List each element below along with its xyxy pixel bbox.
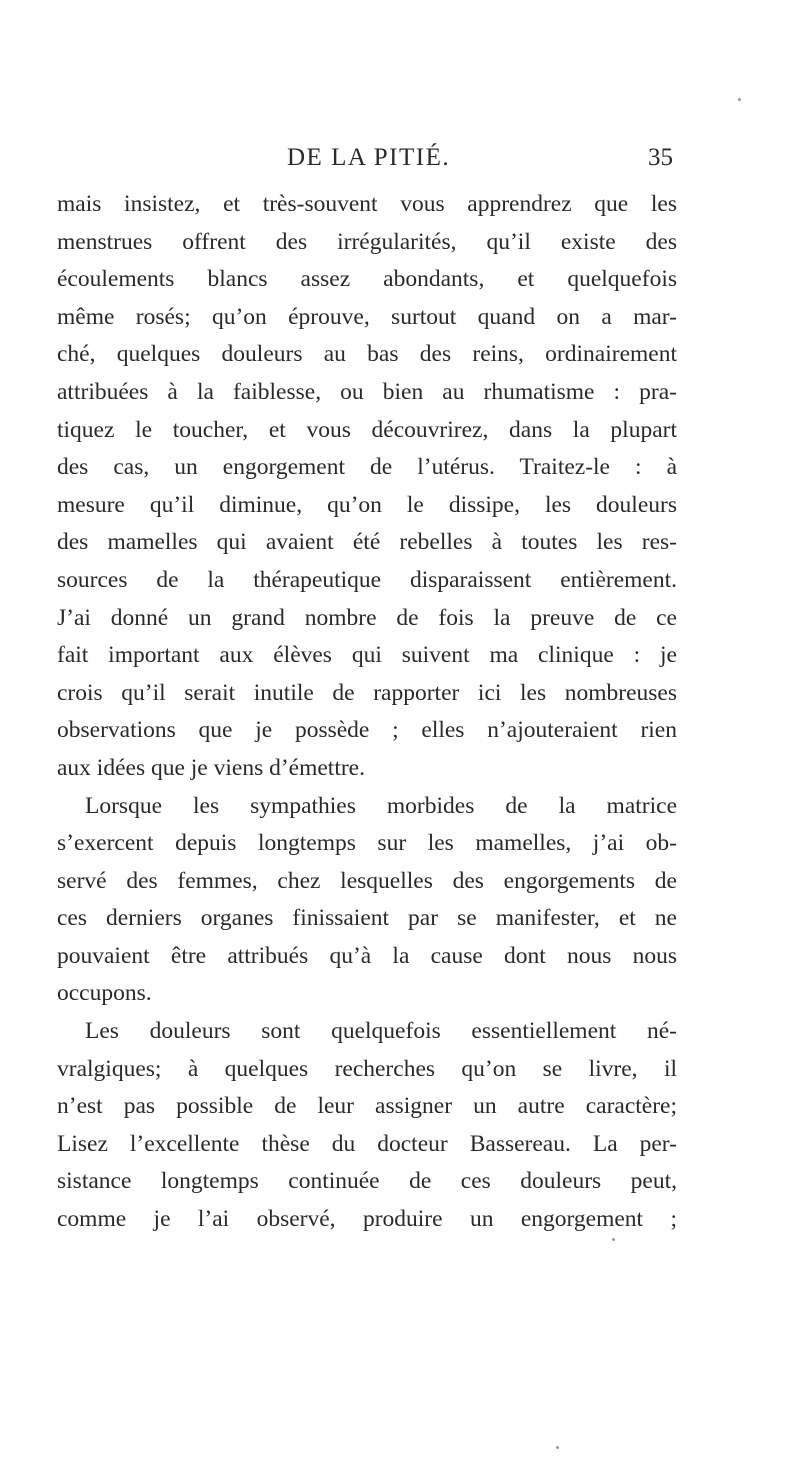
text-line: observations que je possède ; elles n’ajouteraient rien [57,717,677,744]
text-line: des cas, un engorgement de l’utérus. Traitez-le : à [57,454,677,481]
paper-speck [738,98,741,101]
text-line: attribuées à la faiblesse, ou bien au rhumatisme : pra- [57,378,677,405]
paper-speck [612,1238,615,1241]
text-line: des mamelles qui avaient été rebelles à toutes les res- [57,529,677,556]
text-line: n’est pas possible de leur assigner un autre caractère; [57,1093,677,1120]
text-line: tiquez le toucher, et vous découvrirez, dans la plupart [57,416,677,443]
text-line: écoulements blancs assez abondants, et quelquefois [57,266,677,293]
text-line: aux idées que je viens d’émettre. [57,754,365,781]
paper-speck [556,1446,559,1449]
text-line: Lorsque les sympathies morbides de la matrice [85,792,677,819]
running-title: DE LA PITIÉ. [287,144,451,171]
text-line: mesure qu’il diminue, qu’on le dissipe, les douleurs [57,491,677,518]
text-line: Lisez l’excellente thèse du docteur Bassereau. La per- [57,1130,677,1157]
text-line: J’ai donné un grand nombre de fois la preuve de ce [57,604,677,631]
text-line: vralgiques; à quelques recherches qu’on se livre, il [57,1055,677,1082]
text-line: ché, quelques douleurs au bas des reins, ordinairement [57,341,677,368]
text-line: sistance longtemps continuée de ces douleurs peut, [57,1168,677,1195]
text-line: même rosés; qu’on éprouve, surtout quand on a mar- [57,303,677,330]
text-line: crois qu’il serait inutile de rapporter ici les nombreuses [57,679,677,706]
page-number: 35 [648,144,673,171]
text-line: occupons. [57,980,152,1007]
text-line: servé des femmes, chez lesquelles des engorgements de [57,867,677,894]
text-line: mais insistez, et très-souvent vous apprendrez que les [57,191,677,217]
text-line: s’exercent depuis longtemps sur les mamelles, j’ai ob- [57,830,677,857]
text-line: fait important aux élèves qui suivent ma clinique : je [57,642,677,669]
text-line: sources de la thérapeutique disparaissent entièrement. [57,566,677,593]
text-line: ces derniers organes finissaient par se manifester, et ne [57,905,677,932]
text-line: menstrues offrent des irrégularités, qu’il existe des [57,228,677,255]
text-line: Les douleurs sont quelquefois essentiellement né- [85,1018,677,1045]
text-line: comme je l’ai observé, produire un engorgement ; [57,1206,677,1233]
running-head [0,140,800,180]
text-line: pouvaient être attribués qu’à la cause dont nous nous [57,942,677,969]
body-text [57,186,677,1239]
